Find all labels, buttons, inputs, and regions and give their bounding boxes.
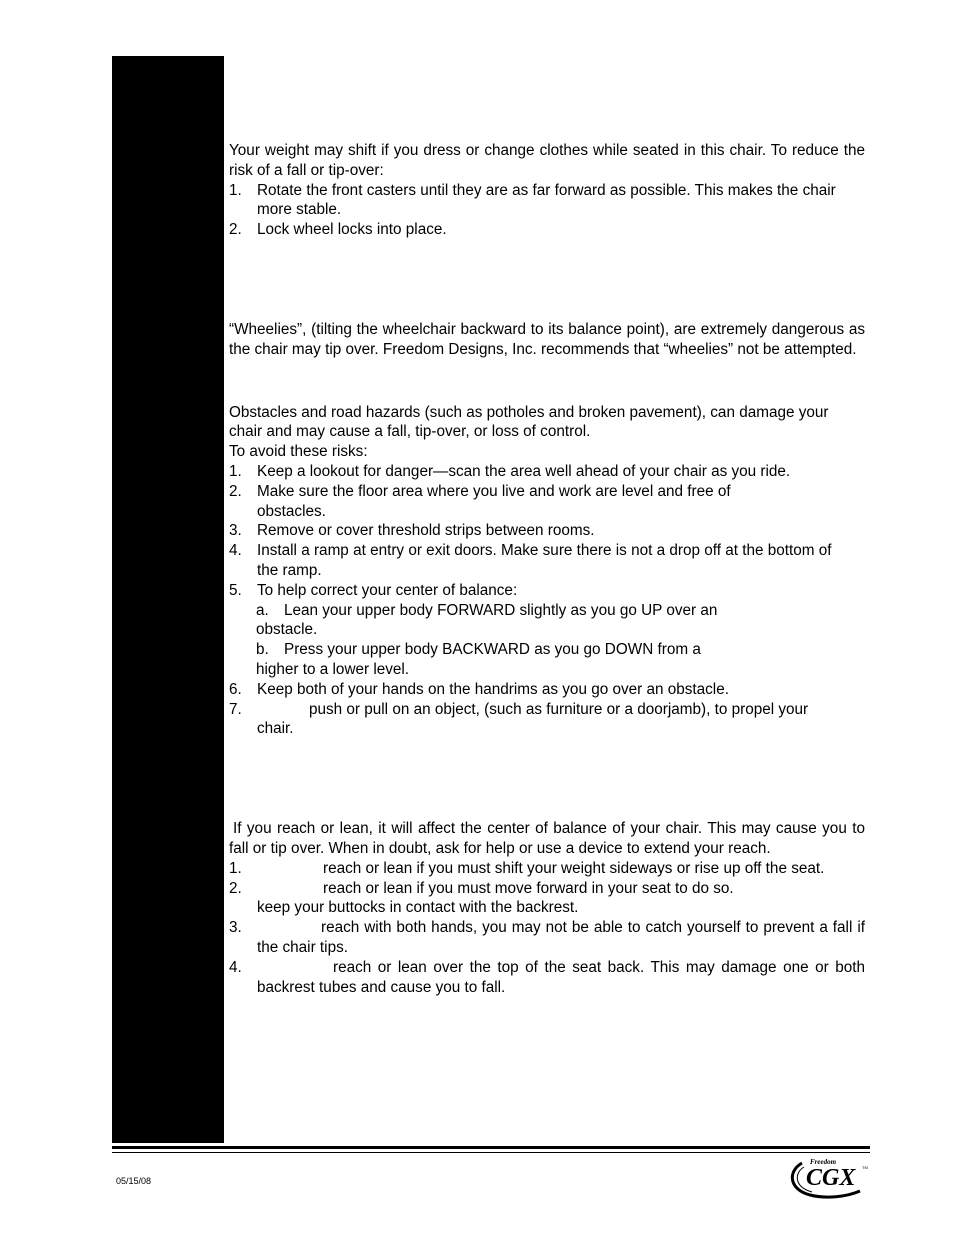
section-reaching [229,819,865,997]
dressing-intro: Your weight may shift if you dress or change clothes while seated in this chair. To reduce the risk of a fall or tip-over: [229,142,865,179]
list-item: 2. Make sure the floor area where you live and work are level and free of obstacles. [229,482,731,520]
list-item: 3. reach with both hands, you may not be able to catch yourself to prevent a fall if the chair tips. [229,919,865,956]
obstacles-intro: Obstacles and road hazards (such as potholes and broken pavement), can damage your chair and may cause a fall, tip-over, or loss of control. [229,403,829,441]
list-item: 2. Lock wheel locks into place. [229,221,447,239]
list-item: 3. Remove or cover threshold strips between rooms. [229,522,595,540]
black-sidebar-bar [112,56,224,1143]
balance-subitem: a. Lean your upper body FORWARD slightly as you go UP over an obstacle. [256,601,718,639]
section-obstacles [229,403,865,740]
obstacles-lead: To avoid these risks: [229,443,368,461]
list-item: 7. push or pull on an object, (such as furniture or a doorjamb), to propel your chair. [229,700,809,738]
section-wheelies [229,320,865,360]
logo-tm-text: TM [862,1165,868,1170]
list-item: 1. reach or lean if you must shift your weight sideways or rise up off the seat. [229,859,825,877]
footer-date: 05/15/08 [116,1176,152,1186]
logo-small-text: Freedom [810,1158,837,1166]
list-item: 5. To help correct your center of balance: [229,581,518,599]
wheelies-text: “Wheelies”, (tilting the wheelchair backward to its balance point), are extremely dangerous as the chair may tip over. Freedom Designs, Inc. recommends that “wheelies” not be attempted. [229,320,865,358]
obstacles-steps-cont [229,680,865,739]
logo-main-text: CGX [806,1165,856,1191]
list-item: 1. Keep a lookout for danger—scan the area well ahead of your chair as you ride. [229,462,791,480]
section-dressing [229,141,865,240]
footer-rule-thick [112,1146,870,1149]
list-item: 4. reach or lean over the top of the seat back. This may damage one or both backrest tubes and cause you to fall. [229,958,865,996]
list-item: 1. Rotate the front casters until they are as far forward as possible. This makes the chair more stable. [229,181,836,219]
reaching-steps [229,859,865,998]
footer-rule-thin [112,1152,870,1153]
reaching-intro: If you reach or lean, it will affect the center of balance of your chair. This may cause you to fall or tip over. When in doubt, ask for help or use a device to extend your reach. [229,820,865,857]
cgx-logo-icon [786,1155,870,1201]
list-item: 6. Keep both of your hands on the handrims as you go over an obstacle. [229,680,729,698]
dressing-steps [229,181,865,240]
list-item: 4. Install a ramp at entry or exit doors. Make sure there is not a drop off at the bottom of the ramp. [229,542,832,579]
balance-subitem: b. Press your upper body BACKWARD as you go DOWN from a higher to a lower level. [256,641,701,678]
obstacles-steps [229,462,865,601]
list-item: 2. reach or lean if you must move forward in your seat to do so. keep your buttocks in contact with the backrest. [229,879,734,917]
document-body [229,141,865,997]
